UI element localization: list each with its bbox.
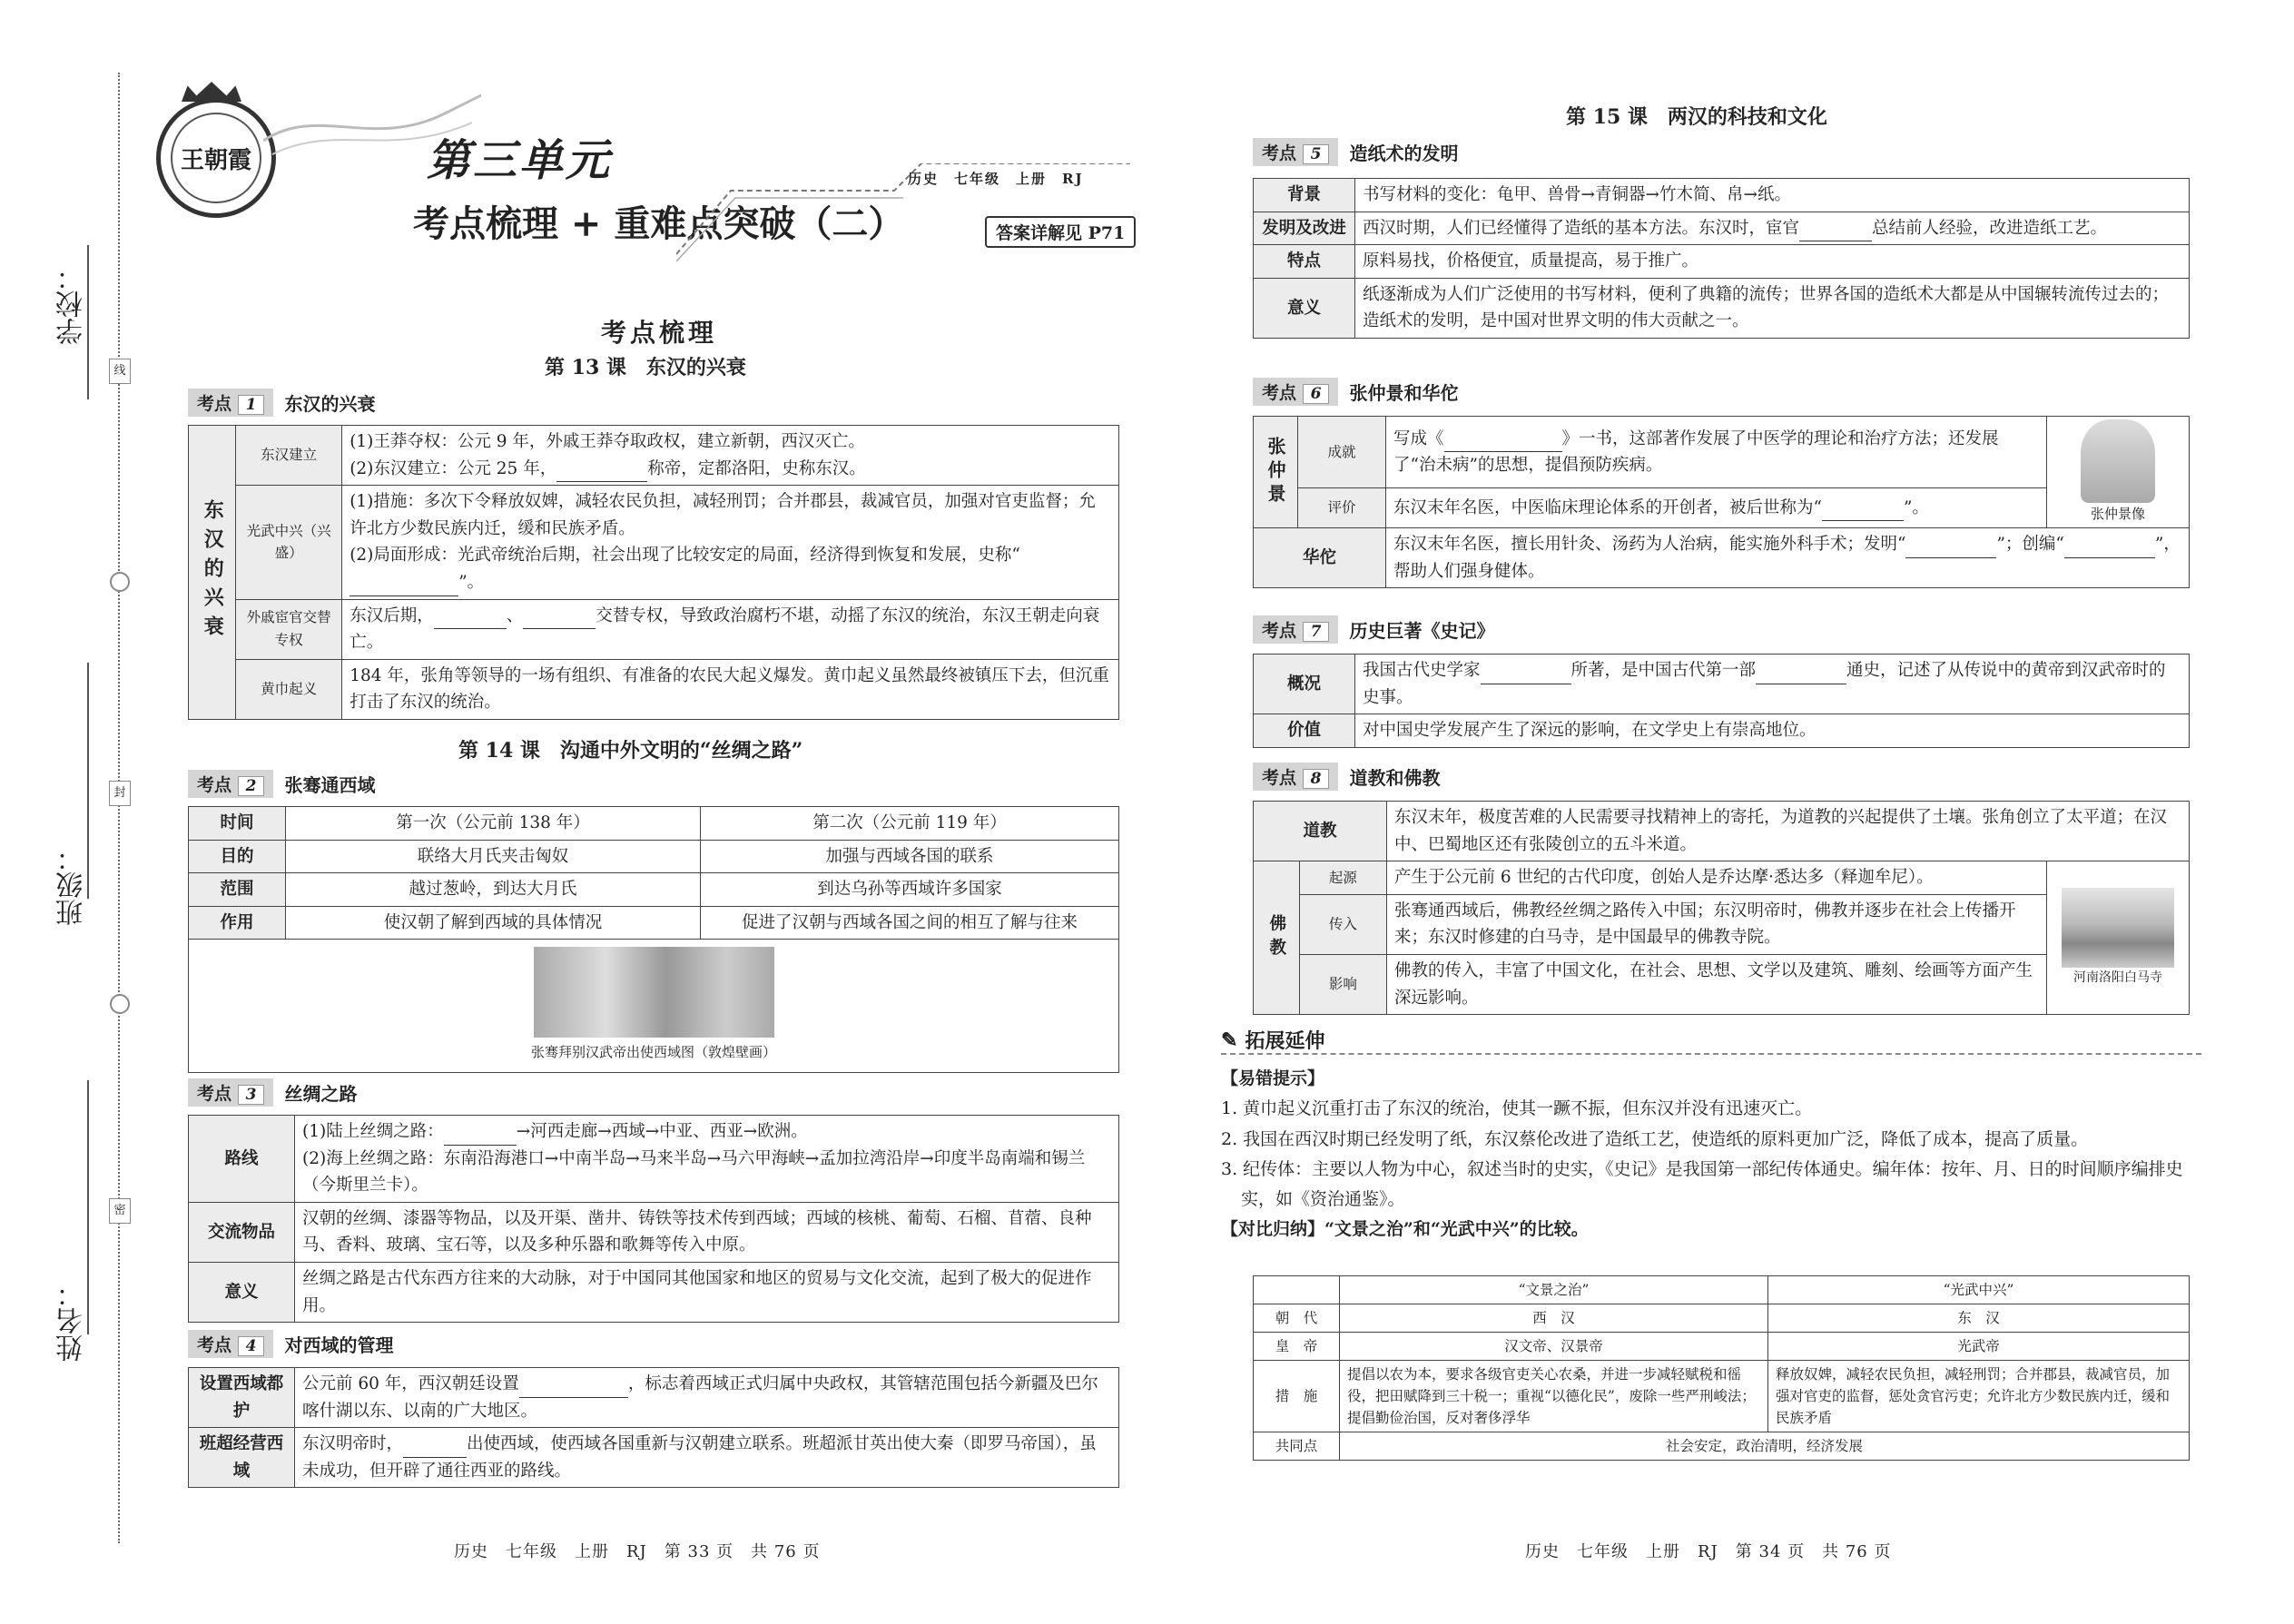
kd3-heading: 考点 3 丝绸之路 <box>188 1078 357 1107</box>
class-field[interactable] <box>87 663 89 899</box>
blank-field[interactable] <box>1756 666 1846 684</box>
kd1-r4-head: 黄巾起义 <box>236 659 342 719</box>
blank-field[interactable] <box>519 1380 628 1398</box>
tip-3: 3. 纪传体：主要以人物为中心，叙述当时的史实，《史记》是我国第一部纪传体通史。编年体：按年、月、日的时间顺序编排史实，如《资治通鉴》。 <box>1221 1158 2183 1209</box>
lesson-13-title: 第 13 课 东汉的兴衰 <box>545 356 746 379</box>
kd1-r3-head: 外戚宦官交替专权 <box>236 599 342 659</box>
binding-tag-xian: 线 <box>109 359 131 384</box>
course-meta: 历史 七年级 上册 RJ <box>908 171 1084 187</box>
kd3-table: 路线 (1)陆上丝绸之路： →河西走廊→西域→中亚、西亚→欧洲。 (2)海上丝绸之路：东南沿海港口→中南半岛→马来半岛→马六甲海峡→孟加拉湾沿岸→印度半岛南端和锡兰（今斯里兰卡）。 交流物品 汉朝的丝绸、漆器等物品，以及开渠、凿井、铸铁等技术传到西域；西域的核桃、葡萄、石榴、苜蓿、良种马、香料、玻璃、宝石等，以及多种乐器和歌舞等传入中原。 意义 丝绸之路是古代东西方往来的大动脉，对于中国同其他国家和地区的贸易与文化交流，起到了极大的促进作用。 <box>188 1115 1119 1323</box>
blank-field[interactable] <box>556 465 647 483</box>
blank-field[interactable] <box>403 1440 467 1458</box>
school-field[interactable] <box>87 245 89 399</box>
blank-field[interactable] <box>444 1127 517 1146</box>
kd4-heading: 考点 4 对西域的管理 <box>188 1330 393 1358</box>
logo-text: 王朝霞 <box>171 113 261 203</box>
kd8-table: 道教 东汉末年，极度苦难的人民需要寻找精神上的寄托，为道教的兴起提供了土壤。张角创立了太平道；在汉中、巴蜀地区还有张陵创立的五斗米道。 佛教 起源 产生于公元前 6 世纪的古代印度，创始人是乔达摩·悉达多（释迦牟尼）。 河南洛阳白马寺 传入 张骞通西域后，佛教经丝绸之路传入中国；东汉明帝时，佛教并逐步在社会上传播开来；东汉时修建的白马寺，是中国最早的佛教寺院。 影响 佛教的传入，丰富了中国文化，在社会、思想、文学以及建筑、雕刻、绘画等方面产生深远影响。 <box>1253 801 2190 1015</box>
compare-heading: 【对比归纳】“文景之治”和“光武中兴”的比较。 <box>1221 1219 1589 1240</box>
school-label: 学校： <box>56 263 88 345</box>
kd1-r2-head: 光武中兴（兴盛） <box>236 486 342 599</box>
brand-logo <box>156 98 276 218</box>
kd1-r1-a: (1)王莽夺权：公元 9 年，外戚王莽夺取政权，建立新朝，西汉灭亡。 <box>350 432 865 451</box>
dunhuang-mural-image <box>534 947 774 1038</box>
kd2-table: 时间 第一次（公元前 138 年） 第二次（公元前 119 年） 目的 联络大月氏夹击匈奴 加强与西域各国的联系 范围 越过葱岭，到达大月氏 到达乌孙等西域许多国家 作用 使汉朝了解到西域的具体情况 促进了汉朝与西域各国之间的相互了解与往来 张骞拜别汉武帝出使西域图（敦煌壁画） <box>188 806 1119 1073</box>
blank-field[interactable] <box>434 612 507 630</box>
extension-divider <box>1221 1053 2201 1055</box>
blank-field[interactable] <box>2064 540 2155 558</box>
kd7-table: 概况 我国古代史学家 所著，是中国古代第一部 通史，记述了从传说中的黄帝到汉武帝时的史事。 价值 对中国史学发展产生了深远的影响，在文学史上有崇高地位。 <box>1253 654 2190 748</box>
pencil-icon: ✎ <box>1221 1028 1238 1052</box>
mural-caption: 张骞拜别汉武帝出使西域图（敦煌壁画） <box>530 1044 776 1061</box>
section-subtitle: 考点梳理 + 重难点突破（二） <box>413 202 905 245</box>
lesson-14-title: 第 14 课 沟通中外文明的“丝绸之路” <box>458 739 803 763</box>
punch-hole-icon <box>110 994 130 1014</box>
binding-tag-feng: 封 <box>109 781 131 806</box>
blank-field[interactable] <box>523 612 596 630</box>
class-label: 班级： <box>56 844 88 926</box>
kd5-table: 背景 书写材料的变化：龟甲、兽骨→青铜器→竹木简、帛→纸。 发明及改进 西汉时期，人们已经懂得了造纸的基本方法。东汉时，宦官 总结前人经验，改进造纸工艺。 特点 原料易找，价格便宜，质量提高，易于推广。 意义 纸逐渐成为人们广泛使用的书写材料，便利了典籍的流传；世界各国的造纸术大都是从中国辗转流传过去的；造纸术的发明，是中国对世界文明的伟大贡献之一。 <box>1253 178 2190 339</box>
blank-field[interactable] <box>1444 435 1562 453</box>
kd1-r1-head: 东汉建立 <box>236 426 342 486</box>
tip-2: 2. 我国在西汉时期已经发明了纸，东汉蔡伦改进了造纸工艺，使造纸的原料更加广泛，降低了成本，提高了质量。 <box>1221 1128 2089 1149</box>
kd1-side: 东汉的兴衰 <box>189 426 236 720</box>
baima-temple-photo <box>2062 888 2174 968</box>
unit-title: 第三单元 <box>427 135 613 186</box>
blank-field[interactable] <box>350 578 458 596</box>
kd5-heading: 考点 5 造纸术的发明 <box>1253 138 1458 166</box>
mural-cell <box>189 940 1119 1073</box>
zhang-zhongjing-portrait <box>2081 419 2155 503</box>
kd6-heading: 考点 6 张仲景和华佗 <box>1253 378 1458 406</box>
kd4-table: 设置西域都护 公元前 60 年，西汉朝廷设置 ，标志着西域正式归属中央政权，其管辖范围包括今新疆及巴尔喀什湖以东、以南的广大地区。 班超经营西域 东汉明帝时， 出使西域，使西域各国重新与汉朝建立联系。班超派甘英出使大秦（即罗马帝国），虽未成功，但开辟了通往西亚的路线。 <box>188 1367 1119 1488</box>
kd1-heading: 考点 1 东汉的兴衰 <box>188 389 375 417</box>
tips-block: 【易错提示】 1. 黄巾起义沉重打击了东汉的统治，使其一蹶不振，但东汉并没有迅速灭亡。 2. 我国在西汉时期已经发明了纸，东汉蔡伦改进了造纸工艺，使造纸的原料更加广泛，降低了成本，提高了质量。 3. 纪传体：主要以人物为中心，叙述当时的史实，《史记》是我国第一部纪传体通史。编年体：按年、月、日的时间顺序编排史实，如《资治通鉴》。 【对比归纳】“文景之治”和“光武中兴”的比较。 <box>1221 1064 2206 1245</box>
kd6-table: 张仲景 成就 写成《 》一书，这部著作发展了中医学的理论和治疗方法；还发展了“治未病”的思想，提倡预防疾病。 张仲景像 评价 东汉末年名医，中医临床理论体系的开创者，被后世称为“ ”。 华佗 东汉末年名医，擅长用针灸、汤药为人治病，能实施外科手术；发明“ ”；创编“ ”，帮助人们强身健体。 <box>1253 416 2190 588</box>
compare-table: “文景之治” “光武中兴” 朝 代 西 汉 东 汉 皇 帝 汉文帝、汉景帝 光武帝 措 施 提倡以农为本，要求各级官吏关心农桑，并进一步减轻赋税和徭役，把田赋降到三十税一；重视“以德化民”，废除一些严刑峻法；提倡勤俭治国，反对奢侈浮华 释放奴婢，减轻农民负担，减轻刑罚；合并郡县，裁减官员，加强对官吏的监督，惩处贪官污吏；允许北方少数民族内迁，缓和民族矛盾 共同点 社会安定，政治清明，经济发展 <box>1253 1275 2190 1461</box>
binding-dotted-line <box>118 73 120 1543</box>
right-page-footer: 历史 七年级 上册 RJ 第 34 页 共 76 页 <box>1525 1542 1892 1561</box>
crown-icon <box>182 82 241 102</box>
answer-reference[interactable]: 答案详解见 P71 <box>985 216 1136 248</box>
tip-1: 1. 黄巾起义沉重打击了东汉的统治，使其一蹶不振，但东汉并没有迅速灭亡。 <box>1221 1098 1813 1119</box>
kd2-heading: 考点 2 张骞通西域 <box>188 770 375 798</box>
name-label: 姓名： <box>56 1280 88 1362</box>
blank-field[interactable] <box>1905 540 1996 558</box>
binding-tag-mi: 密 <box>109 1198 131 1224</box>
kd8-heading: 考点 8 道教和佛教 <box>1253 763 1440 791</box>
lesson-15-title: 第 15 课 两汉的科技和文化 <box>1566 105 1827 129</box>
portrait-caption: 张仲景像 <box>2090 506 2145 522</box>
blank-field[interactable] <box>1822 504 1904 522</box>
extension-heading: ✎ 拓展延伸 <box>1221 1028 1325 1053</box>
blank-field[interactable] <box>1481 666 1571 684</box>
section-heading: 考点梳理 <box>601 318 718 348</box>
temple-caption: 河南洛阳白马寺 <box>2073 969 2162 985</box>
name-field[interactable] <box>87 1080 89 1334</box>
kd6-side: 张仲景 <box>1254 417 1298 528</box>
blank-field[interactable] <box>1799 224 1872 242</box>
kd1-table: 东汉的兴衰 东汉建立 (1)王莽夺权：公元 9 年，外戚王莽夺取政权，建立新朝，西汉灭亡。 (2)东汉建立：公元 25 年， 称帝，定都洛阳，史称东汉。 光武中兴（兴盛） (1)措施：多次下令释放奴婢，减轻农民负担，减轻刑罚；合并郡县，裁减官员，加强对官吏监督；允许北方少数民族内迁，缓和民族矛盾。 (2)局面形成：光武帝统治后期，社会出现了比较安定的局面，经济得到恢复和发展，史称“”。 外戚宦官交替专权 东汉后期， 、 交替专权，导致政治腐朽不堪，动摇了东汉的统治，东汉王朝走向衰亡。 黄巾起义 184 年，张角等领导的一场有组织、有准备的农民大起义爆发。黄巾起义虽然最终被镇压下去，但沉重打击了东汉的统治。 <box>188 425 1119 720</box>
kd8-side: 佛教 <box>1254 861 1300 1015</box>
punch-hole-icon <box>110 572 130 592</box>
kd7-heading: 考点 7 历史巨著《史记》 <box>1253 615 1494 644</box>
left-page-footer: 历史 七年级 上册 RJ 第 33 页 共 76 页 <box>454 1542 821 1561</box>
